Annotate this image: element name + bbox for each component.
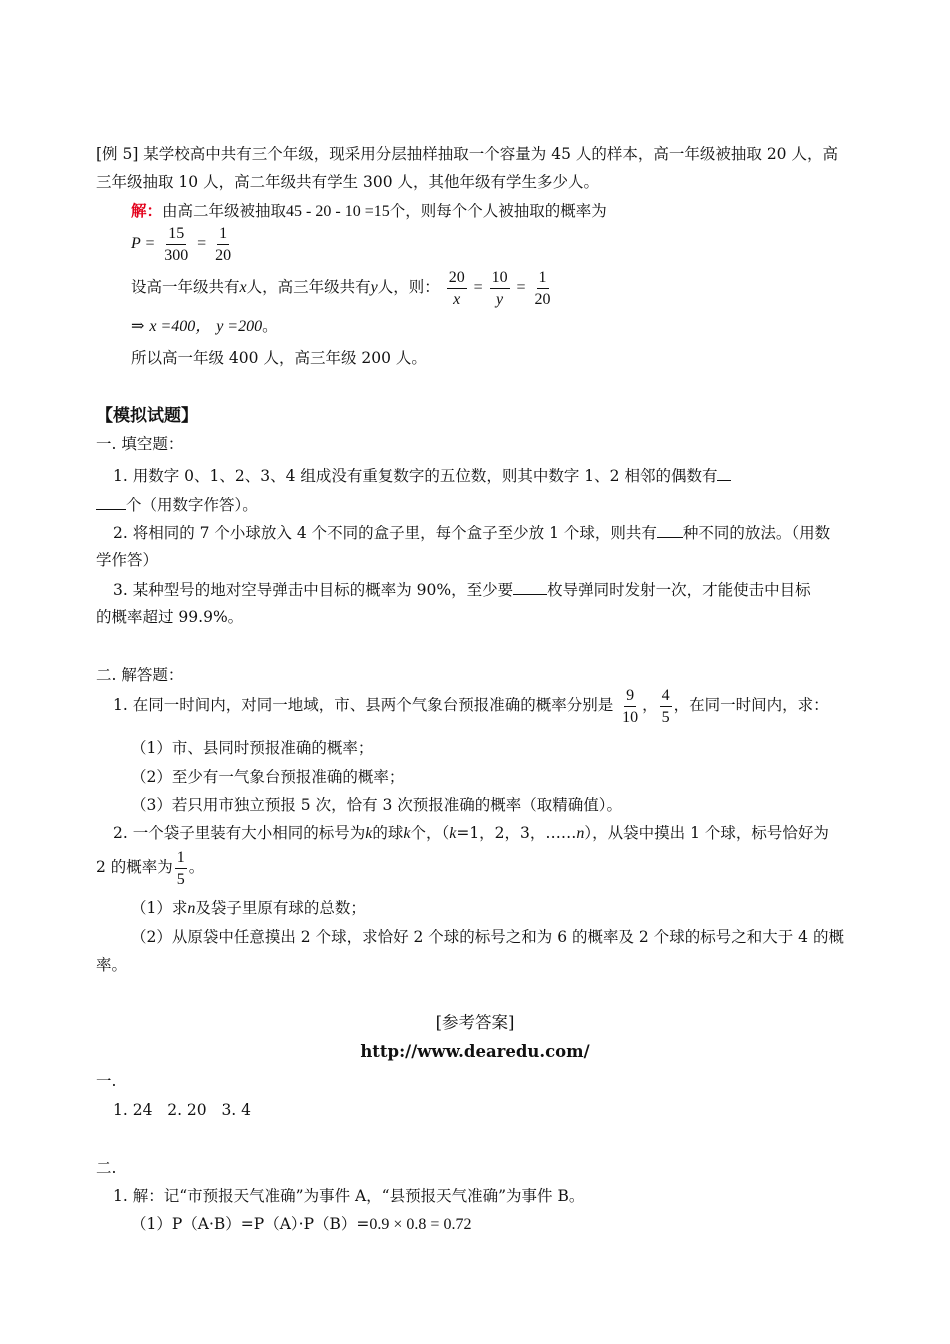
fraction: $\frac{1}{20}$ (534, 268, 551, 308)
fill-question-3-cont: 的概率超过 99.9%。 (96, 608, 244, 626)
solution-line-1: 解：由高二年级被抽取45 - 20 - 10 =15个，则每个个人被抽取的概率为 (131, 201, 607, 220)
solution-label: 解： (131, 201, 163, 220)
solve-question-2-part-2: （2）从原袋中任意摸出 2 个球，求恰好 2 个球的标号之和为 6 的概率及 2 个球的标号之和大于 4 的概 (131, 928, 844, 946)
fill-question-1-cont: 个（用数字作答）。 (96, 492, 258, 517)
subtraction-expression: 45 - 20 - 10 =15 (286, 203, 390, 220)
answers-part1-label: 一. (96, 1072, 117, 1090)
answers-heading: [参考答案] (435, 1013, 515, 1032)
part2-title: 二. 解答题： (96, 666, 184, 684)
solve-question-1: 1. 在同一时间内，对同一地域，市、县两个气象台预报准确的概率分别是 $\frac{9}{10}$ ， $\frac{4}{5}$ ，在同一时间内，求： (113, 686, 829, 726)
fraction: $\frac{1}{20}$ (215, 224, 232, 264)
answers-part2-label: 二. (96, 1159, 117, 1177)
source-url: http://www.dearedu.com/ (360, 1042, 590, 1061)
section-heading: 【模拟试题】 (96, 406, 198, 426)
probability-formula: P = $\frac{15}{300}$ = $\frac{1}{20}$ (131, 224, 232, 264)
answer-1-intro: 1. 解：记“市预报天气准确”为事件 A，“县预报天气准确”为事件 B。 (113, 1187, 585, 1205)
fraction: $\frac{4}{5}$ (661, 686, 670, 726)
answer-blank (513, 577, 547, 595)
answer-blank (96, 492, 126, 510)
solve-question-2-part-2-cont: 率。 (96, 956, 128, 974)
part1-title: 一. 填空题： (96, 435, 184, 453)
fraction: $\frac{10}{y}$ (491, 268, 508, 308)
conclusion-line: 所以高一年级 400 人，高三年级 200 人。 (131, 349, 427, 367)
example-line-1: [例 5] 某学校高中共有三个年级，现采用分层抽样抽取一个容量为 45 人的样本，高一年级被抽取 20 人，高 (96, 145, 838, 163)
solve-question-1-part-3: （3）若只用市独立预报 5 次，恰有 3 次预报准确的概率（取精确值）。 (131, 796, 623, 814)
result-line: ⇒ x =400， y =200。 (131, 317, 278, 335)
answer-blank (717, 463, 731, 481)
answer-1-part-1: （1）P（A·B）=P（A）·P（B）=0.9 × 0.8 = 0.72 (131, 1215, 472, 1233)
fraction: $\frac{9}{10}$ (622, 686, 639, 726)
fill-question-3: 3. 某种型号的地对空导弹击中目标的概率为 90%，至少要 枚导弹同时发射一次，才能使击中目标 (113, 577, 811, 602)
fraction: $\frac{15}{300}$ (164, 224, 189, 264)
fill-question-1: 1. 用数字 0、1、2、3、4 组成没有重复数字的五位数，则其中数字 1、2 相邻的偶数有 (113, 463, 731, 488)
fill-question-2: 2. 将相同的 7 个小球放入 4 个不同的盒子里，每个盒子至少放 1 个球，则共有 种不同的放法。（用数 (113, 520, 830, 545)
answer-blank (657, 520, 683, 538)
answers-part1-values: 1. 24 2. 20 3. 4 (113, 1101, 252, 1119)
fraction: $\frac{1}{5}$ (176, 848, 185, 888)
solve-question-2-part-1: （1）求n及袋子里原有球的总数； (131, 899, 366, 917)
fill-question-2-cont: 学作答） (96, 551, 159, 569)
variable-setup-line: 设高一年级共有x人，高三年级共有y人，则： $\frac{20}{x}$ = $\frac{10}{y}$ = $\frac{1}{20}$ (131, 268, 551, 308)
solve-question-1-part-2: （2）至少有一气象台预报准确的概率； (131, 768, 405, 786)
example-line-2: 三年级抽取 10 人，高二年级共有学生 300 人，其他年级有学生多少人。 (96, 173, 600, 191)
implies-symbol: ⇒ (131, 318, 145, 335)
solve-question-1-part-1: （1）市、县同时预报准确的概率； (131, 739, 374, 757)
solve-question-2: 2. 一个袋子里装有大小相同的标号为k的球k个，（k=1，2，3，……n），从袋中摸出 1 个球，标号恰好为 (113, 824, 829, 842)
fraction: $\frac{20}{x}$ (448, 268, 465, 308)
solve-question-2-cont: 2 的概率为 $\frac{1}{5}$ 。 (96, 848, 205, 888)
